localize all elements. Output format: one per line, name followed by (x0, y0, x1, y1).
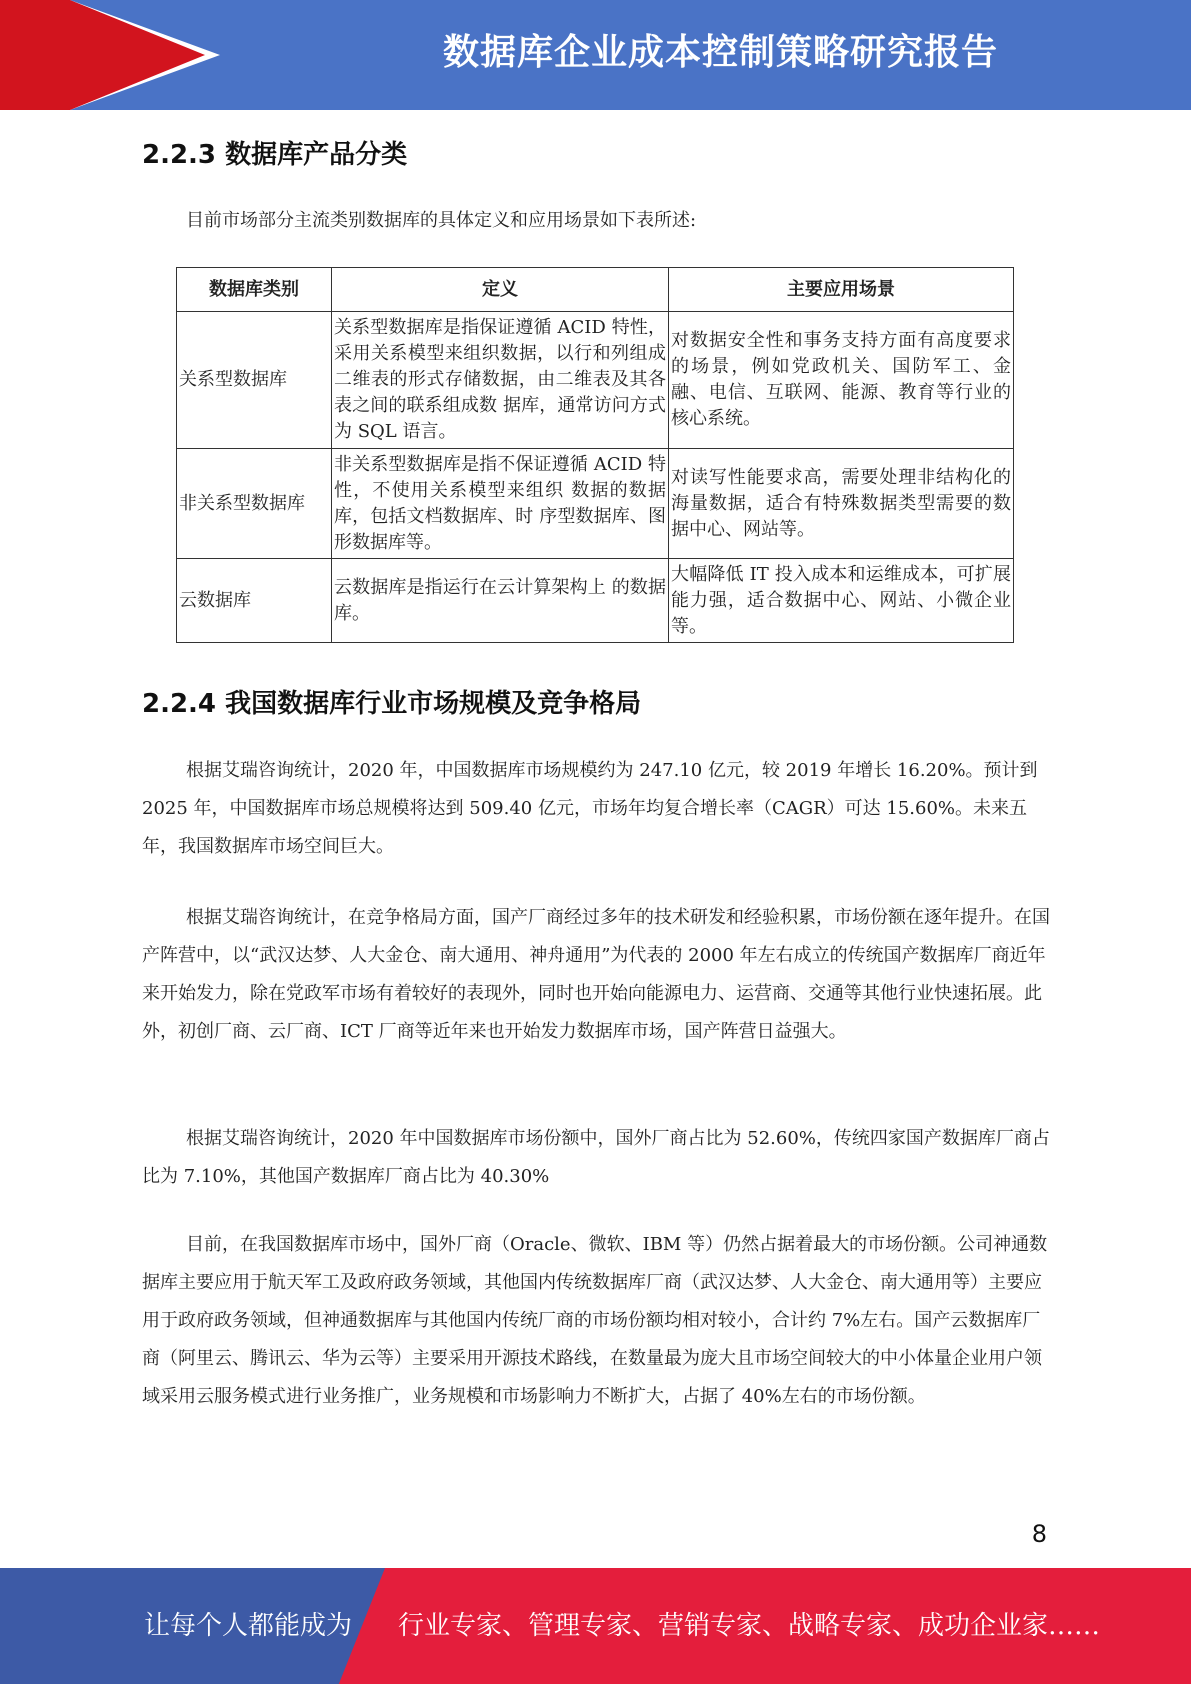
row-category: 关系型数据库 (177, 312, 332, 449)
page-number: 8 (1031, 1520, 1047, 1548)
row-definition: 非关系型数据库是指不保证遵循 ACID 特性，不使用关系模型来组织 数据的数据库，包括文档数据库、时 序型数据库、图形数据库等。 (332, 449, 669, 559)
row-definition: 关系型数据库是指保证遵循 ACID 特性，采用关系模型来组织数据，以行和列组成二维表的形式存储数据，由二维表及其各表之间的联系组成数 据库，通常访问方式为 SQL 语言。 (332, 312, 669, 449)
row-scenario: 对读写性能要求高，需要处理非结构化的海量数据，适合有特殊数据类型需要的数据中心、网站等。 (669, 449, 1014, 559)
report-title: 数据库企业成本控制策略研究报告 (442, 32, 998, 73)
footer-slogan-right: 行业专家、管理专家、营销专家、战略专家、成功企业家…… (398, 1611, 1101, 1641)
database-classification-table (176, 267, 1014, 643)
row-scenario: 对数据安全性和事务支持方面有高度要求的场景，例如党政机关、国防军工、金融、电信、互联网、能源、教育等行业的核心系统。 (669, 312, 1014, 449)
row-definition: 云数据库是指运行在云计算架构上 的数据库。 (332, 559, 669, 643)
header-definition: 定义 (332, 268, 669, 312)
table-row (177, 449, 1014, 559)
header-red-block (0, 0, 70, 110)
page-footer (0, 1568, 1191, 1684)
row-scenario: 大幅降低 IT 投入成本和运维成本，可扩展能力强，适合数据中心、网站、小微企业等。 (669, 559, 1014, 643)
row-category: 非关系型数据库 (177, 449, 332, 559)
table-row (177, 559, 1014, 643)
header-red-arrow (70, 0, 205, 110)
header-scenario: 主要应用场景 (669, 268, 1014, 312)
section-heading-market-size: 2.2.4 我国数据库行业市场规模及竞争格局 (142, 689, 642, 719)
page-header (0, 0, 1191, 110)
section-heading-product-classification: 2.2.3 数据库产品分类 (142, 140, 408, 170)
header-category: 数据库类别 (177, 268, 332, 312)
paragraph-market-share: 根据艾瑞咨询统计，2020 年中国数据库市场份额中，国外厂商占比为 52.60%，传统四家国产数据库厂商占比为 7.10%，其他国产数据库厂商占比为 40.30% (142, 1128, 1050, 1187)
table-intro: 目前市场部分主流类别数据库的具体定义和应用场景如下表所述: (186, 210, 697, 231)
paragraph-market-size: 根据艾瑞咨询统计，2020 年，中国数据库市场规模约为 247.10 亿元，较 2019 年增长 16.20%。预计到 2025 年，中国数据库市场总规模将达到 509.40 亿元，市场年均复合增长率（CAGR）可达 15.60%。未来五年，我国数据库市场空间巨大。 (142, 760, 1038, 857)
paragraph-competition: 根据艾瑞咨询统计，在竞争格局方面，国产厂商经过多年的技术研发和经验积累，市场份额在逐年提升。在国产阵营中，以“武汉达梦、人大金仓、南大通用、神舟通用”为代表的 2000 年左右成立的传统国产数据库厂商近年来开始发力，除在党政军市场有着较好的表现外，同时也开始向能源电力、运营商、交通等其他行业快速拓展。此外，初创厂商、云厂商、ICT 厂商等近年来也开始发力数据库市场，国产阵营日益强大。 (142, 907, 1050, 1042)
footer-slogan-left: 让每个人都能成为 (144, 1611, 353, 1641)
paragraph-vendors: 目前，在我国数据库市场中，国外厂商（Oracle、微软、IBM 等）仍然占据着最大的市场份额。公司神通数据库主要应用于航天军工及政府政务领域，其他国内传统数据库厂商（武汉达梦、人大金仓、南大通用等）主要应用于政府政务领域，但神通数据库与其他国内传统厂商的市场份额均相对较小，合计约 7%左右。国产云数据库厂商（阿里云、腾讯云、华为云等）主要采用开源技术路线，在数量最为庞大且市场空间较大的中小体量企业用户领域采用云服务模式进行业务推广，业务规模和市场影响力不断扩大，占据了 40%左右的市场份额。 (142, 1234, 1048, 1407)
row-category: 云数据库 (177, 559, 332, 643)
table-row (177, 312, 1014, 449)
table-header-row (177, 268, 1014, 312)
